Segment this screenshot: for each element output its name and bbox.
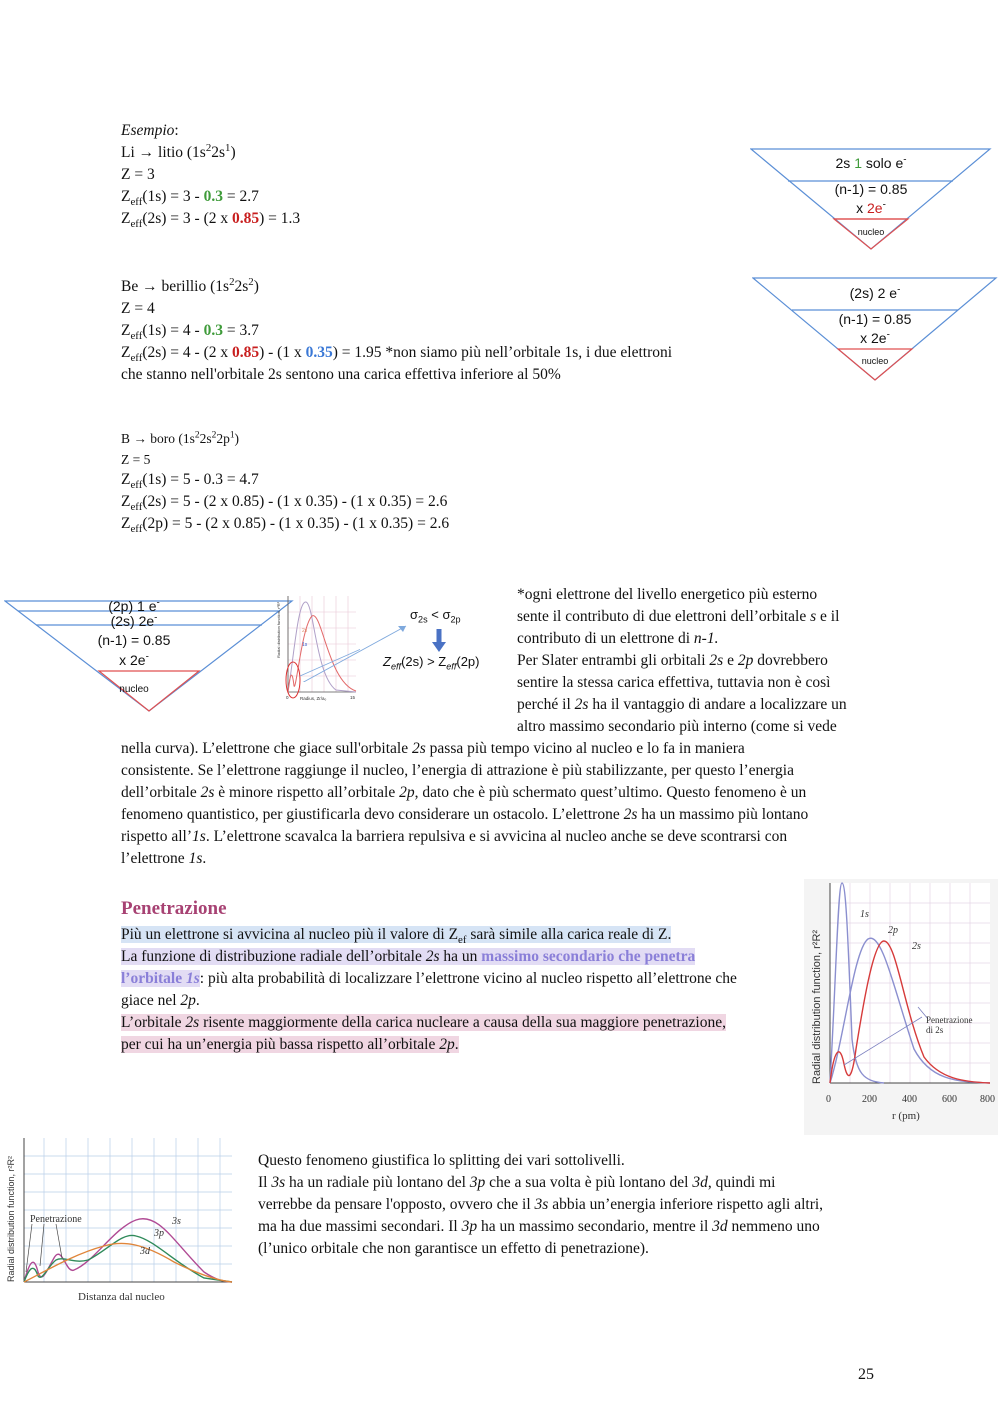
tri1-row1: 2s 1 solo e- — [835, 154, 907, 171]
plot-right-xlabel: r (pm) — [892, 1110, 920, 1122]
plot-bottom-ylabel: Radial distribution function, r²R² — [6, 1155, 16, 1282]
penetrazione-paragraph: Più un elettrone si avvicina al nucleo più il valore di $Z_{ef}$ sarà simile alla carica reale di Z. La funzione di distribuzione radiale dell’orbitale 2s ha un massimo secondario che penetra l’orbitale 1s: più alta probabilità di localizzare l’elettrone vicino al nucleo rispetto all’elettrone che giace nel 2p. L’orbitale 2s risente maggiormente della carica nucleare a causa della sua maggiore penetrazione, per cui ha un’energia più bassa rispetto all’orbitale 2p. — [121, 926, 737, 1053]
xtick-400: 400 — [902, 1094, 917, 1105]
plot-annotation-di-2s: di 2s — [926, 1025, 944, 1035]
sigma-comparison: $\sigma_{2s} < \sigma_{2p}$ — [410, 607, 461, 625]
tri1-nucleo: nucleo — [857, 227, 885, 237]
xtick-200: 200 — [862, 1094, 877, 1105]
b-zeff-2s: $Z_{eff}(2s) = 5 - (2$ x 0.85) - (1 x 0.35) - (1 x 0.35) = 2.6 — [121, 493, 448, 514]
radial-distribution-plot-3s-3p-3d — [4, 1132, 236, 1304]
plot-annotation-penetrazione: Penetrazione — [926, 1015, 973, 1025]
tri3-nucleo: nucleo — [119, 684, 149, 695]
mini-plot-1s: 1s — [302, 642, 308, 648]
tri3-row4: x 2e- — [119, 651, 149, 668]
li-zeff-1s: $Z_{eff}(1s) = 3 - 0.3 = 2.7$ — [121, 188, 259, 209]
tri1-row3: x 2e- — [856, 199, 886, 216]
plot-label-2s: 2s — [912, 941, 921, 952]
li-zeff-2s: $Z_{eff}(2s) = 3 - (2$ x 0.85) = 1.3 — [121, 210, 301, 231]
li-title: Li → litio $(1s^22s^1)$ — [121, 141, 236, 161]
b-zeff-2p: $Z_{eff}(2p) = 5 - (2$ x 0.85) - (1 x 0.35) - (1 x 0.35) = 2.6 — [121, 515, 450, 536]
xtick-600: 600 — [942, 1094, 957, 1105]
mini-plot-tick0: 0 — [286, 695, 289, 700]
xtick-0: 0 — [826, 1094, 831, 1105]
plot-bottom-annotation: Penetrazione — [30, 1214, 82, 1225]
tri2-row1: (2s) 2 e- — [849, 284, 901, 301]
b-title: B → boro $(1s^22s^22p^1)$ — [121, 430, 240, 446]
page-number: 25 — [858, 1366, 874, 1383]
tri1-row2: (n-1) = 0.85 — [834, 181, 908, 197]
be-zeff-1s: $Z_{eff}(1s) = 4 - 0.3 = 3.7$ — [121, 322, 259, 343]
tri3-row1: (2p) 1 e- — [108, 597, 160, 614]
down-arrow-icon — [432, 629, 446, 653]
plot-label-2p: 2p — [888, 925, 898, 936]
mini-plot-tick15: 15 — [350, 695, 356, 700]
slater-explanation: *ogni elettrone del livello energetico più esterno sente il contributo di due elettroni dell’orbitale s e il contributo di un elettrone di n-1. Per Slater entrambi gli orbitali 2s e 2p dovrebbero sentire la stessa carica effettiva, tuttavia non è così perché il 2s ha il vantaggio di andare a localizzare un altro massimo secondario più interno (come si vede — [517, 586, 847, 735]
be-z: Z = 4 — [121, 300, 155, 317]
tri2-nucleo: nucleo — [861, 356, 889, 366]
li-z: Z = 3 — [121, 166, 155, 183]
mini-plot-arrow-line — [300, 622, 410, 682]
body-paragraph: nella curva). L’elettrone che giace sull'orbitale 2s passa più tempo vicino al nucleo e lo fa in maniera consistente. Se l’elettrone raggiunge il nucleo, l’energia di attrazione è più stabilizzante, per questo l’energia dell’orbitale 2s è minore rispetto all’orbitale 2p, dato che è più schermato quest’ultimo. Questo fenomeno è un fenomeno quantistico, per giustificarla devo considerare un ostacolo. L’elettrone 2s ha un massimo più lontano rispetto all’1s. L’elettrone scavalca la barriera repulsiva e si avvicina al nucleo anche se deve scontrarsi con l’elettrone 1s. — [121, 740, 809, 867]
mini-plot-2s: 2s — [302, 628, 308, 634]
plot-label-1s: 1s — [860, 909, 869, 920]
splitting-paragraph: Questo fenomeno giustifica lo splitting dei vari sottolivelli. Il 3s ha un radiale più lontano del 3p che a sua volta è più lontano del 3d, quindi mi verrebbe da pensare l'opposto, ovvero che il 3s abbia un’energia inferiore rispetto agli altri, ma ha due massimi secondari. Il 3p ha un massimo secondario, mentre il 3d nemmeno uno (l’unico orbitale che non garantisce un effetto di penetrazione). — [258, 1152, 824, 1257]
be-zeff-2s: $Z_{eff}(2s) = 4 - (2$ x 0.85) - (1 x 0.35) = 1.95 *non siamo più nell’orbitale 1s, i due elettroni — [121, 344, 673, 365]
tri3-row3: (n-1) = 0.85 — [97, 632, 171, 648]
plot-label-3d: 3d — [140, 1246, 150, 1257]
tri3-row2: (2s) 2e- — [110, 612, 158, 629]
mini-plot-xlabel: Radius, Zr/a₀ — [300, 696, 327, 701]
b-zeff-1s: $Z_{eff}(1s) = 5 - 0.3 = 4.7$ — [121, 471, 259, 492]
xtick-800: 800 — [980, 1094, 995, 1105]
mini-plot-ylabel: Radial distribution function, r²R² — [276, 601, 281, 658]
plot-label-3s: 3s — [172, 1216, 181, 1227]
radial-distribution-plot-2s-2p — [804, 879, 998, 1135]
be-title: Be → berillio $(1s^22s^2)$ — [121, 275, 259, 295]
tri2-row3: x 2e- — [860, 329, 890, 346]
b-z: Z = 5 — [121, 452, 151, 467]
be-note: che stanno nell'orbitale 2s sentono una carica effettiva inferiore al 50% — [121, 366, 561, 383]
plot-right-ylabel: Radial distribution function, r²R² — [811, 929, 823, 1084]
zeff-comparison: $Z_{eff}(2s) > Z_{eff}(2p)$ — [383, 654, 480, 672]
esempio-label: Esempio: — [121, 122, 179, 139]
section-heading-penetrazione: Penetrazione — [121, 898, 227, 919]
plot-bottom-xlabel: Distanza dal nucleo — [78, 1291, 165, 1303]
plot-label-3p: 3p — [154, 1228, 164, 1239]
tri2-row2: (n-1) = 0.85 — [838, 311, 912, 327]
